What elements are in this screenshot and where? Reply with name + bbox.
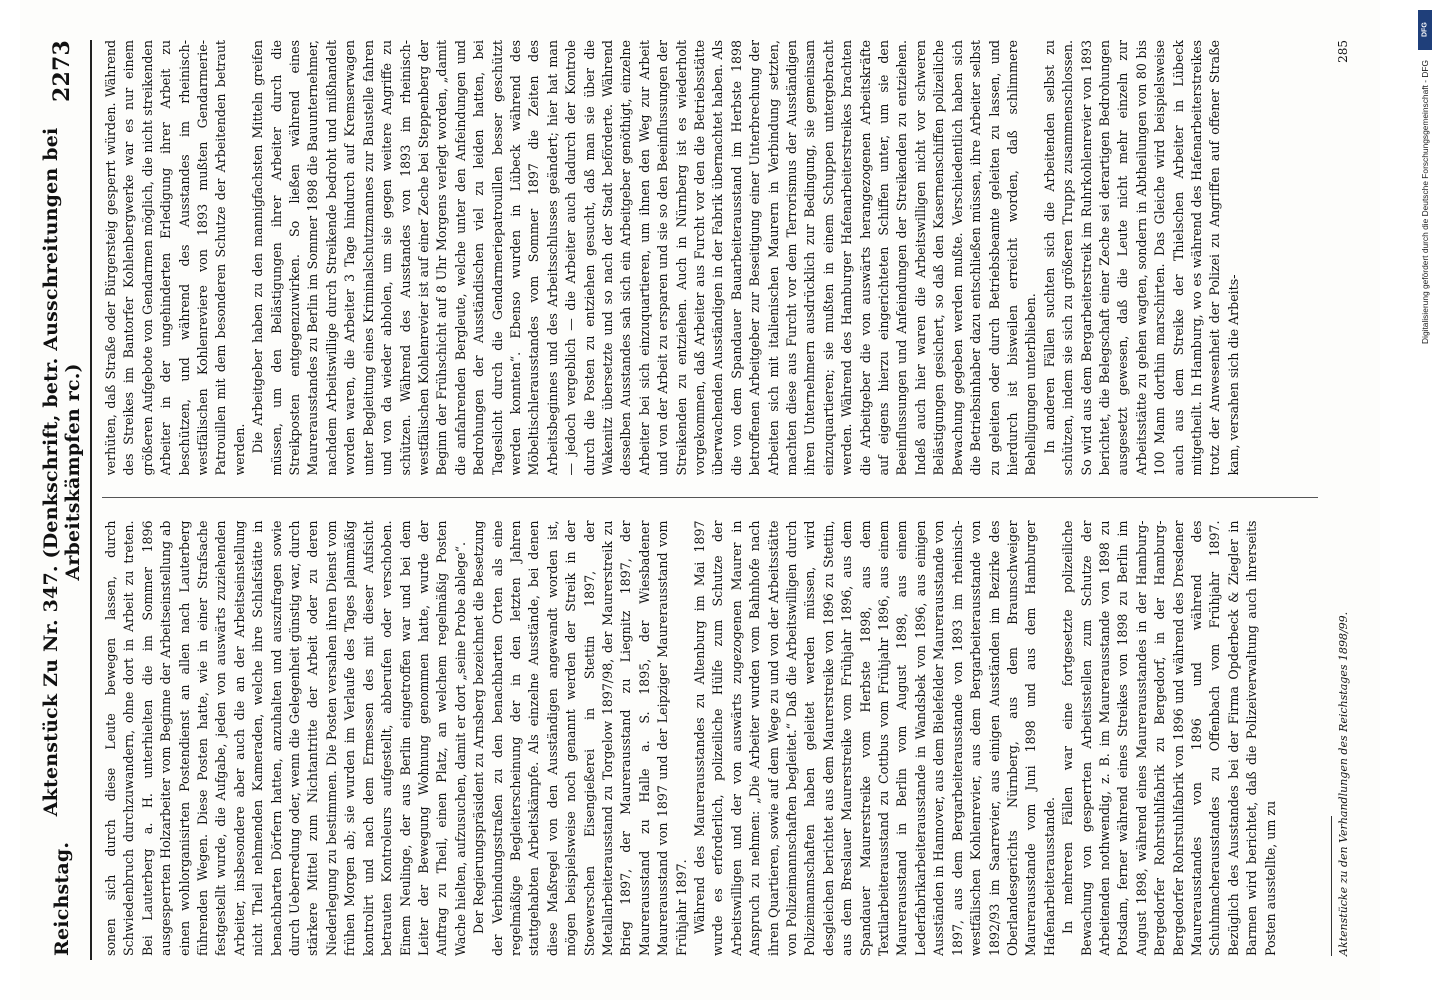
page-header <box>42 40 82 956</box>
paragraph: In mehreren Fällen war eine fortgesetzte polizeiliche Bewachung von gesperrten Arbeitsstellen zum Schutze der Arbeitenden nothwendig, z. B. im Maurerausstande von 1898 zu Potsdam, ferner während eines Streikes von 1898 zu Berlin im August 1898, während eines Maurerausstandes in der Hamburg-Bergedorfer Rohrstuhlfabrik zu Bergedorf, in der Hamburg-Bergedorfer Rohrstuhlfabrik von 1896 und während des Dresdener Maurerausstandes von 1896 und während des Schuhmacherausstandes zu Offenbach vom Frühjahr 1897. Bezüglich des Ausstandes bei der Firma Opderbeck & Ziegler in Barmen wird berichtet, daß die Polizeiverwaltung auch ihrerseits Posten ausstellte, um zu <box>1060 520 1278 956</box>
digitization-credit: Digitalisierung gefördert durch die Deutsche Forschungsgemeinschaft - DFG <box>1420 60 1430 344</box>
text-column-left <box>102 521 1318 957</box>
text-column-right <box>102 40 1318 476</box>
paragraph: In anderen Fällen suchten sich die Arbeitenden selbst zu schützen, indem sie sich zu größeren Trupps zusammenschlossen. So wird aus dem Bergarbeiterstreik im Ruhrkohlenrevier von 1893 berichtet, die Belegschaft einer Zeche sei derartigen Bedrohungen ausgesetzt gewesen, daß die Leute nicht mehr einzeln zur Arbeitsstätte zu gehen wagten, sondern in Abtheilungen von 80 bis 100 Mann dorthin marschirten. Das Gleiche wird beispielsweise auch aus dem Streike der Thielschen Arbeiter in Lübeck mitgetheilt. In Hamburg, wo es während des Hafenarbeiterstreikes trotz der Anwesenheit der Polizei zu Angriffen auf offener Straße kam, versahen sich die Arbeits- <box>1041 40 1241 476</box>
text-columns <box>102 40 1318 956</box>
header-title: Aktenstück Zu Nr. 347. (Denkschrift, betr. Ausschreitungen bei Arbeitskämpfen rc.) <box>40 127 84 817</box>
header-rule <box>90 40 92 960</box>
paragraph: sonen sich durch diese Leute bewegen lassen, durch Schwiedenbruch durchzuwandern, ohne dort in Arbeit zu treten. Bei Lauterberg a. H. unterhielten die im Sommer 1896 ausgesperrten Holzarbeiter vom Beginne der Arbeitseinstellung ab einen wohlorganisirten Postendienst an allen nach Lauterberg führenden Wegen. Diese Posten hatte, wie in einer Strafsache festgestellt wurde, die Aufgabe, jeden von auswärts zuziehenden Arbeiter, insbesondere aber auch die an der Arbeitseinstellung nicht Theil nehmenden Kameraden, welche ihre Schlafstätte in benachbarten Dörfern hatten, anzuhalten und auszufragen sowie durch Ueberredung oder, wenn die Gelegenheit günstig war, durch stärkere Mittel zum Nichtantritte der Arbeit oder zu deren Niederlegung zu bestimmen. Die Posten versahen ihren Dienst vom frühen Morgen ab; sie wurden im Verlaufe des Tages planmäßig kontrolirt und nach dem Ermessen des mit dieser Aufsicht betrauten Kontroleurs aufgestellt, abberufen oder verschoben. Einem Neulinge, der aus Berlin eingetroffen war und bei dem Leiter der Bewegung Wohnung genommen hatte, wurde der Auftrag zu Theil, einen Platz, an welchem regelmäßig Posten Wache hielten, aufzusuchen, damit er dort „seine Probe ablege“. <box>103 520 468 956</box>
signature-mark: 285 <box>1336 40 1350 63</box>
column-divider <box>102 498 1318 499</box>
footnote-rule <box>1331 816 1332 956</box>
paragraph: verhüten, daß Straße oder Bürgersteig gesperrt würden. Während des Streikes im Bantorfer Kohlenbergwerke war es nur einem größeren Aufgebote von Gendarmen möglich, die nicht streikenden Arbeiter in der ungehinderten Erledigung ihrer Arbeit zu beschützen, und während des Ausstandes im rheinisch-westfälischen Kohlenreviere von 1893 mußten Gendarmerie-Patrouillen mit dem besonderen Schutze der Arbeitenden betraut werden. <box>103 40 247 476</box>
paragraph: Während des Maurerausstandes zu Altenburg im Mai 1897 wurde es erforderlich, polizeiliche Hülfe zum Schutze der Arbeitswilligen und der von auswärts zugezogenen Maurer in Anspruch zu nehmen: „Die Arbeiter wurden vom Bahnhofe nach ihren Quartieren, sowie auf dem Wege zu und von der Arbeitsstätte von Polizeimannschaften begleitet.“ Daß die Arbeitswilligen durch Polizeimannschaften haben geleitet werden müssen, wird desgleichen berichtet aus dem Maurerstreike von 1896 zu Stettin, aus dem Breslauer Maurerstreike vom Frühjahr 1896, aus dem Spandauer Maurerstreike vom Herbste 1898, aus dem Textilarbeiterausstand zu Cottbus vom Frühjahr 1896, aus einem Maurerausstand in Berlin vom August 1898, aus einem Lederfabrikarbeiterausstande in Wandsbek von 1896, aus einigen Ausständen in Hannover, aus dem Bielefelder Maurerausstande von 1897, aus dem Bergarbeiterausstande von 1893 im rheinisch-westfälischen Kohlenrevier, aus dem Bergarbeiterausstande von 1892/93 im Saarrevier, aus einigen Ausständen im Bezirke des Oberlandesgerichts Nürnberg, aus dem Braunschweiger Maurerausstande vom Juni 1898 und aus dem Hamburger Hafenarbeiterausstande. <box>692 520 1057 956</box>
header-left: Reichstag. <box>51 841 73 956</box>
document-page <box>20 0 1380 1000</box>
dfg-logo: DFG <box>1418 10 1432 50</box>
footnote: Aktenstücke zu den Verhandlungen des Reichstages 1898/99. <box>1337 611 1350 956</box>
page-number: 2273 <box>49 40 75 103</box>
paragraph: Die Arbeitgeber haben zu den mannigfachsten Mitteln greifen müssen, um den Belästigungen ihrer Arbeiter durch die Streikposten entgegenzuwirken. So ließen während eines Maurerausstandes zu Berlin im Sommer 1898 die Bauunternehmer, nachdem Arbeitswillige durch Streikende bedroht und mißhandelt worden waren, die Arbeiter 3 Tage hindurch auf Kremserwagen unter Begleitung eines Kriminalschutzmannes zur Baustelle fahren und von da wieder abholen, um sie gegen weitere Angriffe zu schützen. Während des Ausstandes von 1893 im rheinisch-westfälischen Kohlenrevier ist auf einer Zeche bei Steppenberg der Beginn der Frühschicht auf 8 Uhr Morgens verlegt worden, „damit die anfahrenden Bergleute, welche unter den Anfeindungen und Bedrohungen der Ausständischen viel zu leiden hatten, bei Tageslicht durch die Gendarmeriepatrouillen besser geschützt werden konnten“. Ebenso wurden in Lübeck während des Möbeltischlerausstandes vom Sommer 1897 die Zeiten des Arbeitsbeginnes und des Arbeitsschlusses geändert; hier hat man — jedoch vergeblich — die Arbeiter auch dadurch der Kontrole durch die Posten zu entziehen gesucht, daß man sie über die Wakenitz übersetzte und so nach der Stadt beförderte. Während desselben Ausstandes sah sich ein Arbeitgeber genöthigt, einzelne Arbeiter bei sich einzuquartieren, um ihnen den Weg zur Arbeit und von der Arbeit zu ersparen und sie so den Beeinflussungen der Streikenden zu entziehen. Auch in Nürnberg ist es wiederholt vorgekommen, daß Arbeiter aus Furcht vor den die Betriebsstätte überwachenden Ausständigen in der Fabrik übernachtet haben. Als die von dem Spandauer Bauarbeiterausstand im Herbste 1898 betroffenen Arbeitgeber zur Beseitigung einer Unterbrechung der Arbeiten sich mit italienischen Maurern in Verbindung setzten, machten diese aus Furcht vor dem Terrorismus der Ausständigen ihren Unternehmern ausdrücklich zur Bedingung, sie gemeinsam einzuquartieren; sie mußten in einem Schuppen untergebracht werden. Während des Hamburger Hafenarbeiterstreikes brachten die Arbeitgeber die von auswärts herangezogenen Arbeitskräfte auf eigens hierzu eingerichteten Schiffen unter, um sie den Beeinflussungen und Anfeindungen der Streikenden zu entziehen. Indeß auch hier waren die Arbeitswilligen nicht vor schweren Belästigungen gesichert, so daß den Kasernenschiffen polizeiliche Bewachung gegeben werden mußte. Verschiedentlich haben sich die Betriebsinhaber dazu entschließen müssen, ihre Arbeiter selbst zu geleiten oder durch Betriebsbeamte geleiten zu lassen, und hierdurch ist bisweilen erreicht worden, daß schlimmere Behelligungen unterblieben. <box>250 40 1039 476</box>
paragraph: Der Regierungspräsident zu Arnsberg bezeichnet die Besetzung der Verbindungsstraßen zu den benachbarten Orten als eine regelmäßige Begleiterscheinung der in den letzten Jahren stattgehabten Arbeitskämpfe. Als einzelne Ausstände, bei denen diese Maßregel von den Ausständigen angewandt worden ist, mögen beispielsweise noch genannt werden der Streik in der Stoewerschen Eisengießerei in Stettin 1897, der Metallarbeiterausstand zu Torgelow 1897/98, der Maurerstreik zu Brieg 1897, der Maurerausstand zu Liegnitz 1897, der Maurerausstand zu Halle a. S. 1895, der Wiesbadener Maurerausstand von 1897 und der Leipziger Maurerausstand vom Frühjahr 1897. <box>471 520 689 956</box>
